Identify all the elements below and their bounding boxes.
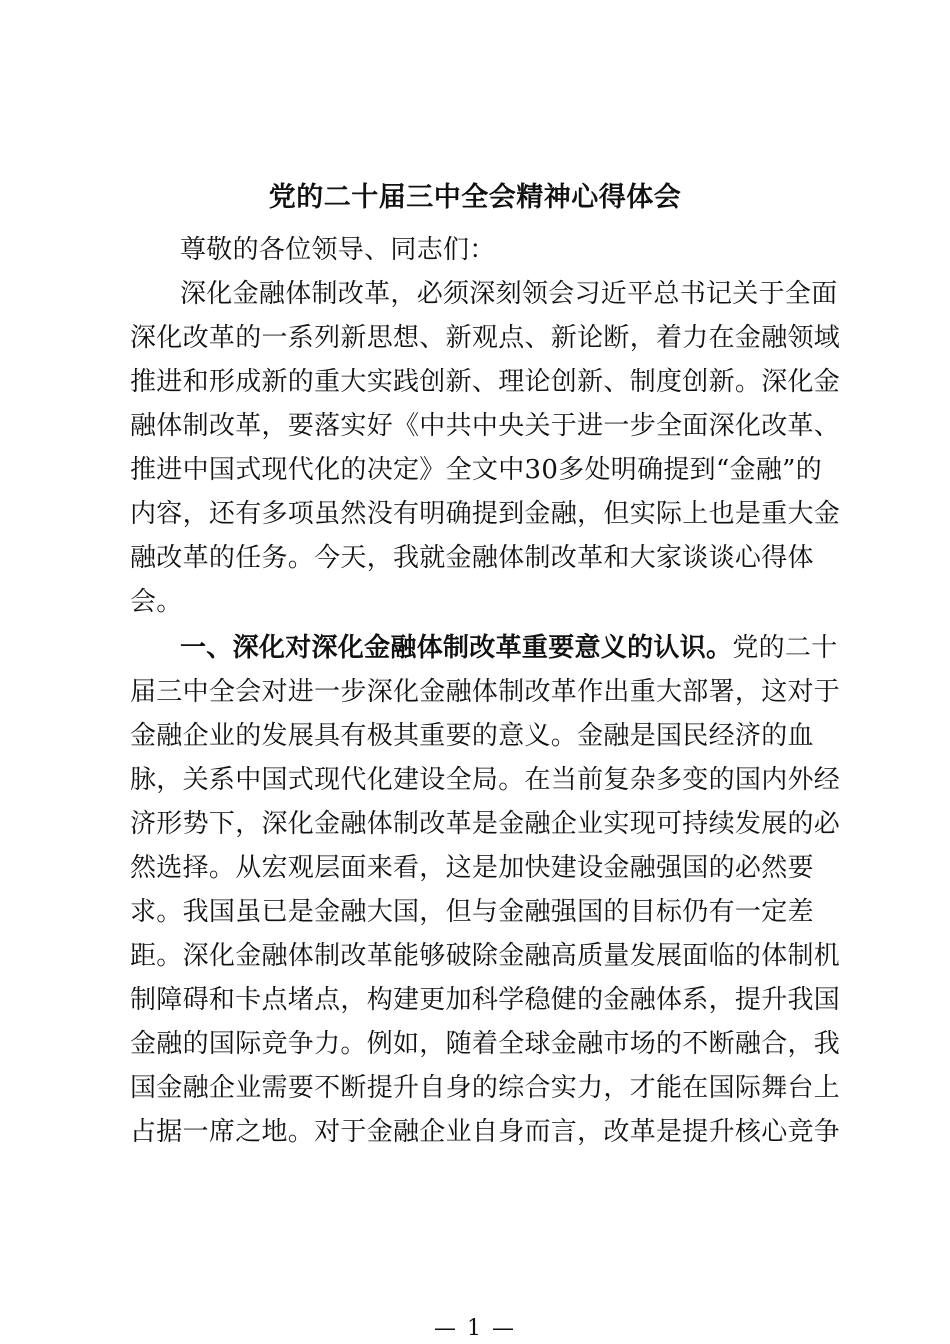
paragraph-line: 距。深化金融体制改革能够破除金融高质量发展面临的体制机	[130, 941, 841, 971]
paragraph-line: 占据一席之地。对于金融企业自身而言，改革是提升核心竞争	[130, 1117, 841, 1147]
page-number: — 1 —	[434, 1316, 516, 1341]
paragraph-line: 脉，关系中国式现代化建设全局。在当前复杂多变的国内外经	[130, 765, 841, 795]
paragraph-line: 然选择。从宏观层面来看，这是加快建设金融强国的必然要	[130, 853, 814, 883]
salutation: 尊敬的各位领导、同志们：	[180, 235, 496, 265]
paragraph-line: 求。我国虽已是金融大国，但与金融强国的目标仍有一定差	[130, 897, 814, 927]
paragraph-line: 融体制改革，要落实好《中共中央关于进一步全面深化改革、	[130, 411, 841, 441]
document-title: 党的二十届三中全会精神心得体会	[268, 182, 682, 213]
paragraph-line: 金融的国际竞争力。例如，随着全球金融市场的不断融合，我	[130, 1029, 841, 1059]
paragraph-line: 深化金融体制改革，必须深刻领会习近平总书记关于全面	[180, 279, 838, 309]
section-paragraph-first-line	[180, 626, 838, 670]
paragraph-line: 内容，还有多项虽然没有明确提到金融，但实际上也是重大金	[130, 499, 841, 529]
paragraph-line: 融改革的任务。今天，我就金融体制改革和大家谈谈心得体	[130, 543, 814, 573]
section-heading: 一、深化对深化金融体制改革重要意义的认识。	[180, 633, 733, 663]
paragraph-line: 届三中全会对进一步深化金融体制改革作出重大部署，这对于	[130, 677, 841, 707]
paragraph-line: 济形势下，深化金融体制改革是金融企业实现可持续发展的必	[130, 809, 841, 839]
paragraph-line: 国金融企业需要不断提升自身的综合实力，才能在国际舞台上	[130, 1073, 841, 1103]
paragraph-line: 推进和形成新的重大实践创新、理论创新、制度创新。深化金	[130, 367, 841, 397]
paragraph-line: 制障碍和卡点堵点，构建更加科学稳健的金融体系，提升我国	[130, 985, 841, 1015]
paragraph-line: 会。	[130, 587, 183, 617]
paragraph-line: 深化改革的一系列新思想、新观点、新论断，着力在金融领域	[130, 323, 841, 353]
section-first-line-text: 党的二十	[732, 633, 838, 663]
paragraph-line: 推进中国式现代化的决定》全文中30多处明确提到“金融”的	[130, 455, 823, 485]
paragraph-line: 金融企业的发展具有极其重要的意义。金融是国民经济的血	[130, 721, 814, 751]
